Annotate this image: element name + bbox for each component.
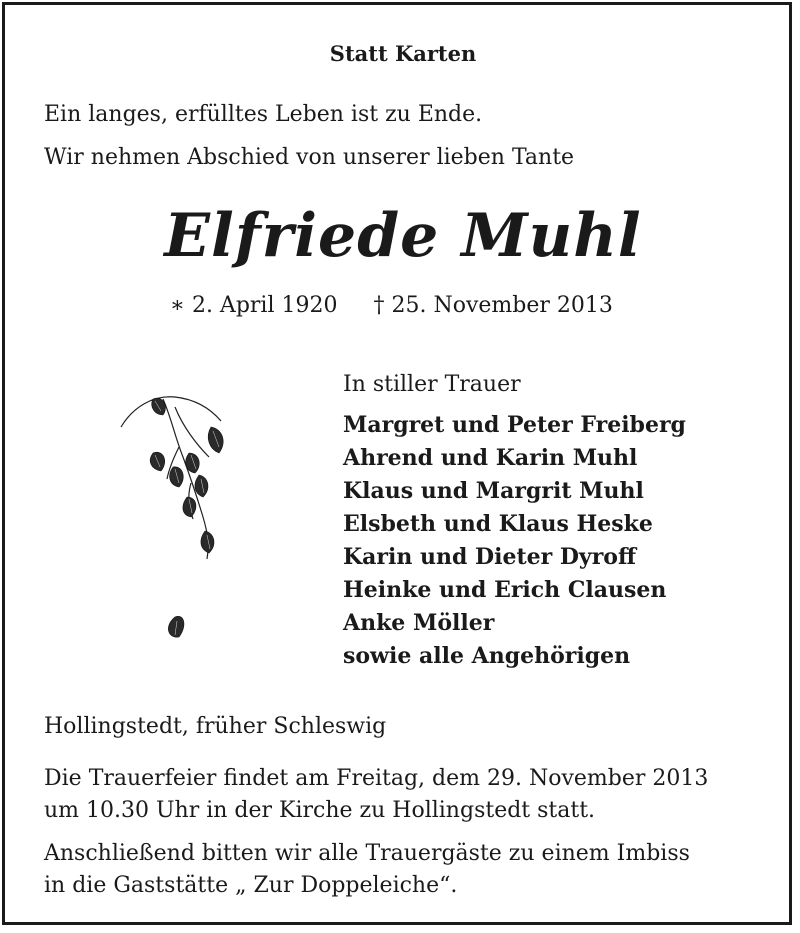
list-item: sowie alle Angehörigen — [343, 643, 631, 669]
list-item: Klaus und Margrit Muhl — [343, 478, 644, 504]
life-dates — [170, 293, 613, 318]
list-item: Margret und Peter Freiberg — [343, 412, 686, 438]
list-item: Karin und Dieter Dyroff — [343, 544, 637, 570]
birth-date: ∗ 2. April 1920 — [170, 293, 338, 318]
obituary-notice — [2, 2, 792, 925]
list-item: Anke Möller — [343, 610, 495, 636]
list-item: Heinke und Erich Clausen — [343, 577, 667, 603]
deceased-name: Elfriede Muhl — [164, 201, 642, 271]
place-line: Hollingstedt, früher Schleswig — [44, 714, 387, 739]
reception-line-2: in die Gaststätte „ Zur Doppeleiche“. — [44, 873, 458, 898]
mourning-label: In stiller Trauer — [343, 372, 521, 397]
birch-branch-icon — [113, 387, 243, 657]
header-statt-karten: Statt Karten — [329, 41, 477, 66]
list-item: Elsbeth und Klaus Heske — [343, 511, 653, 537]
intro-line-2: Wir nehmen Abschied von unserer lieben Tante — [44, 145, 575, 170]
death-date: † 25. November 2013 — [373, 293, 613, 318]
mourner-list — [343, 409, 686, 673]
ceremony-line-2: um 10.30 Uhr in der Kirche zu Hollingstedt statt. — [44, 798, 596, 823]
ceremony-line-1: Die Trauerfeier findet am Freitag, dem 29. November 2013 — [44, 766, 709, 791]
intro-line-1: Ein langes, erfülltes Leben ist zu Ende. — [44, 102, 483, 127]
reception-line-1: Anschließend bitten wir alle Trauergäste zu einem Imbiss — [44, 841, 690, 866]
list-item: Ahrend und Karin Muhl — [343, 445, 638, 471]
